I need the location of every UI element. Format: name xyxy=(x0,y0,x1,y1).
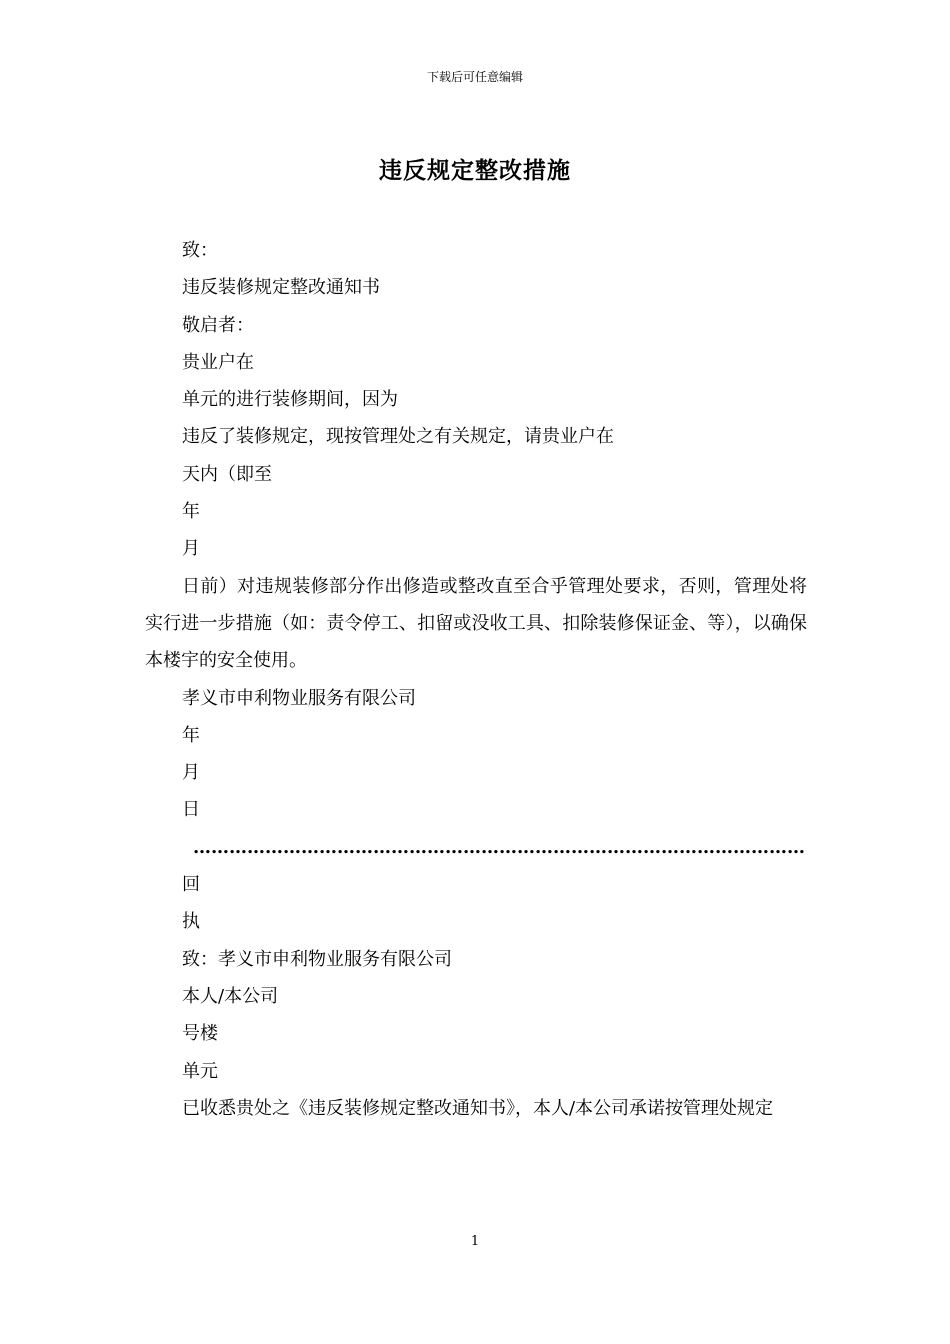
paragraph: 敬启者： xyxy=(182,314,254,336)
receipt-paragraph: 已收悉贵处之《违反装修规定整改通知书》，本人/本公司承诺按管理处规定 xyxy=(182,1097,774,1119)
paragraph: 违反装修规定整改通知书 xyxy=(182,277,380,299)
document-body xyxy=(145,232,807,1127)
receipt-paragraph: 本人/本公司 xyxy=(182,985,279,1007)
paragraph-main: 日前）对违规装修部分作出修造或整改直至合乎管理处要求，否则，管理处将实行进一步措施（如：责令停工、扣留或没收工具、扣除装修保证金、等），以确保本楼宇的安全使用。 xyxy=(145,575,807,672)
receipt-paragraph: 执 xyxy=(182,911,200,933)
paragraph-day: 日 xyxy=(182,799,200,821)
paragraph-year: 年 xyxy=(182,724,200,746)
paragraph: 违反了装修规定，现按管理处之有关规定，请贵业户在 xyxy=(182,426,614,448)
paragraph: 致： xyxy=(182,240,218,261)
paragraph: 月 xyxy=(182,538,200,560)
paragraph-company: 孝义市申利物业服务有限公司 xyxy=(182,687,416,709)
paragraph-month: 月 xyxy=(182,762,200,784)
page-number: 1 xyxy=(470,1234,480,1249)
paragraph: 天内（即至 xyxy=(182,463,272,485)
receipt-paragraph: 致：孝义市申利物业服务有限公司 xyxy=(182,948,452,970)
paragraph: 单元的进行装修期间，因为 xyxy=(182,389,398,411)
receipt-paragraph: 单元 xyxy=(182,1060,218,1082)
receipt-paragraph: 号楼 xyxy=(182,1023,218,1045)
paragraph: 贵业户在 xyxy=(182,351,254,373)
cut-line-separator: ………………………………………………………………………………………… xyxy=(193,836,805,858)
document-title: 违反规定整改措施 xyxy=(379,157,571,184)
receipt-paragraph: 回 xyxy=(182,874,200,896)
page-header: 下载后可任意编辑 xyxy=(426,70,523,84)
paragraph: 年 xyxy=(182,501,200,523)
